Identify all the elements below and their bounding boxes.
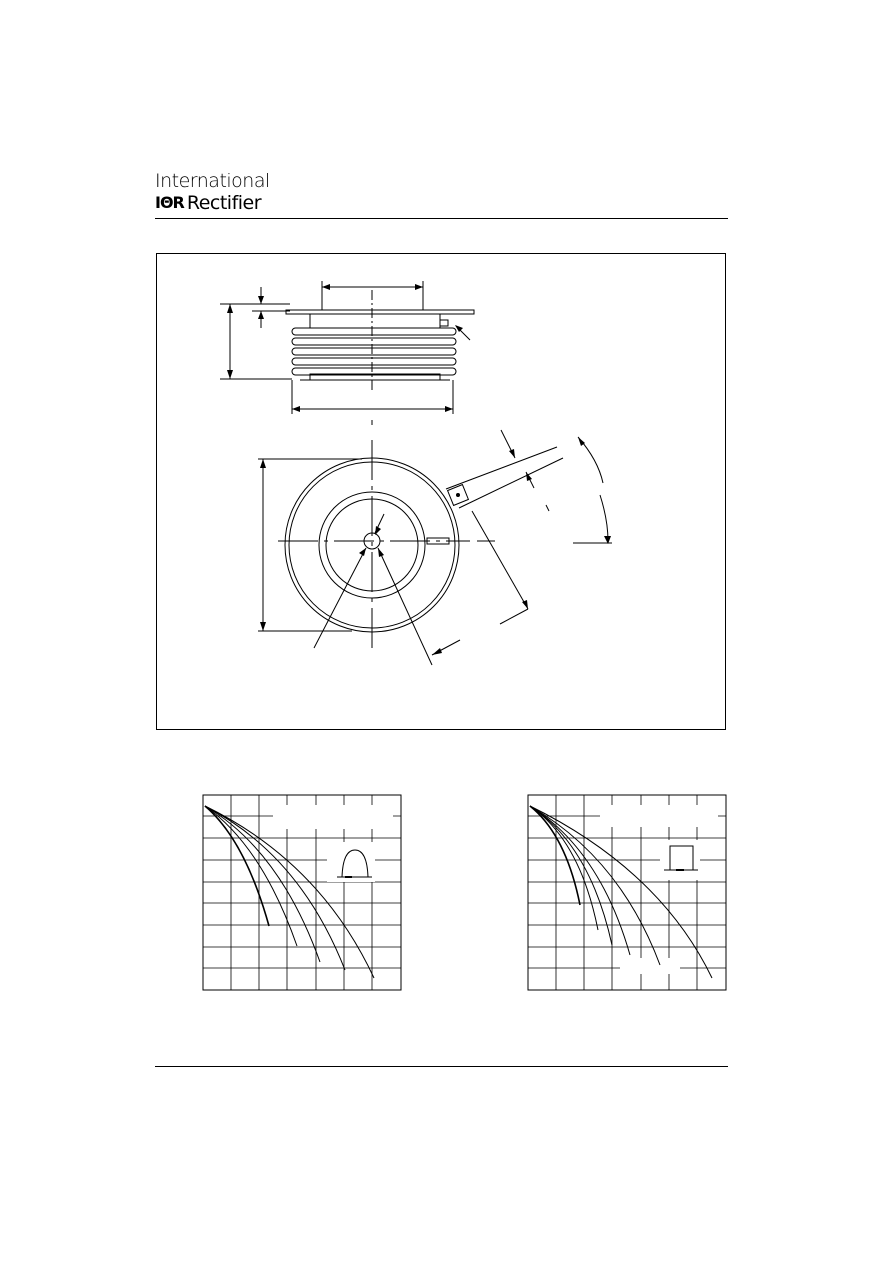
brand-line-1: International bbox=[155, 170, 270, 192]
chart2-curves bbox=[530, 806, 712, 978]
chart2-curve-5 bbox=[530, 806, 660, 965]
chart2-curve-3 bbox=[530, 806, 612, 945]
brand-mark: IΘR bbox=[155, 193, 184, 212]
brand-line-2: Rectifier bbox=[186, 192, 262, 214]
